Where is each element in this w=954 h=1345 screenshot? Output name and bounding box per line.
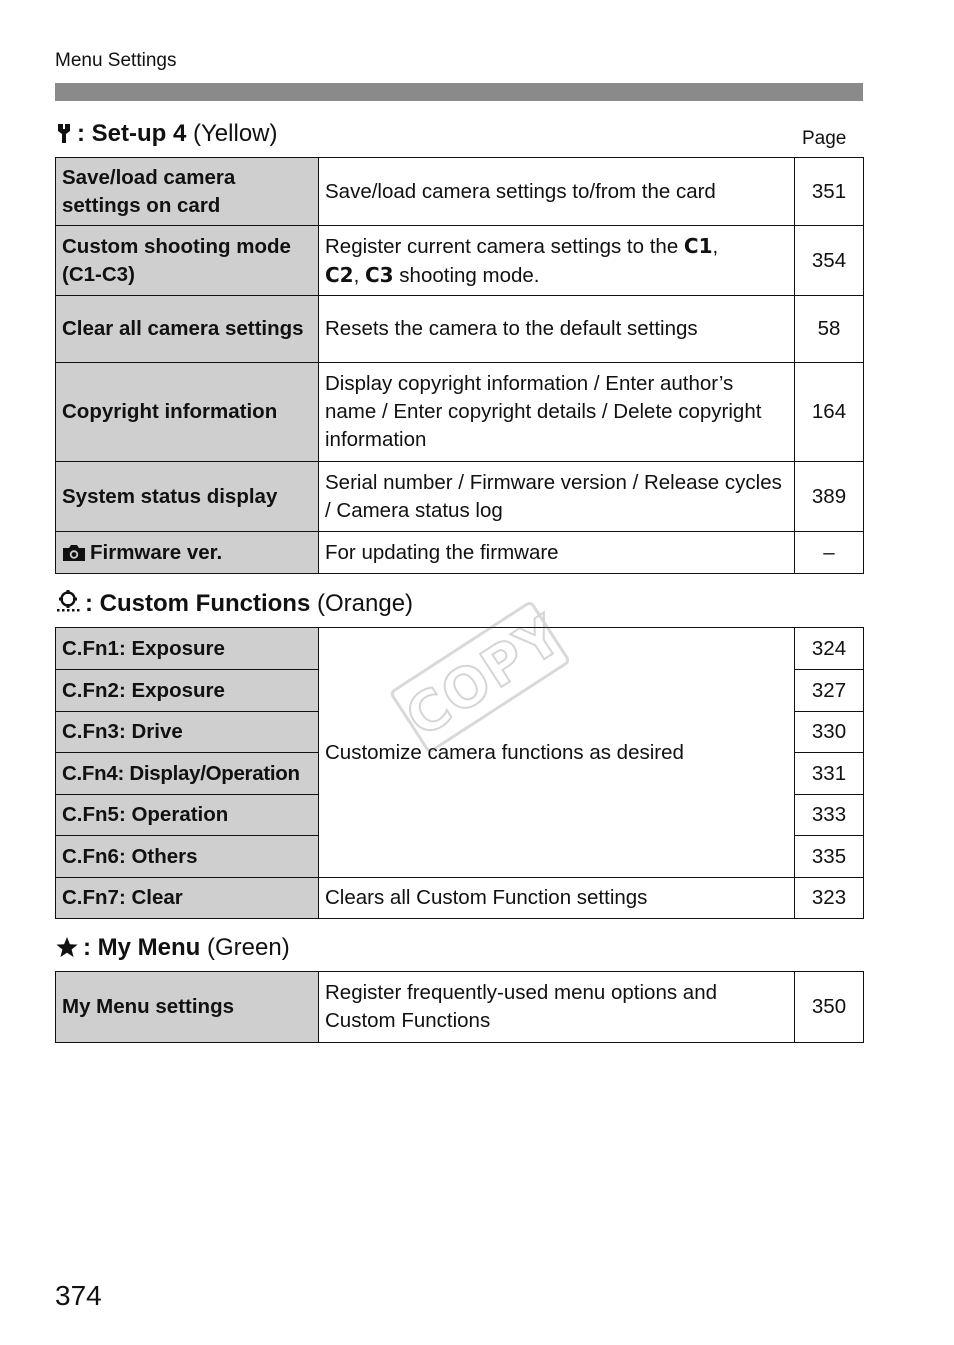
custom-functions-table — [55, 627, 864, 919]
row-page: 389 — [795, 462, 864, 532]
desc-text: Register current camera settings to the — [325, 234, 684, 258]
row-name: Copyright information — [56, 363, 319, 462]
mode-c2-icon: C2 — [325, 262, 354, 287]
section-title-mymenu — [55, 934, 290, 962]
shared-desc: Customize camera functions as desired — [319, 628, 795, 878]
desc-comma: , — [353, 263, 365, 287]
row-page: 164 — [795, 363, 864, 462]
table-row — [56, 628, 864, 670]
section-title-setup4 — [55, 120, 278, 148]
custom-functions-icon — [55, 590, 81, 614]
row-desc: Resets the camera to the default settings — [319, 296, 795, 363]
table-row — [56, 296, 864, 363]
section-title-color: (Yellow) — [186, 120, 278, 147]
mode-c1-icon: C1 — [683, 233, 713, 258]
page-column-label: Page — [802, 128, 847, 149]
row-name: C.Fn3: Drive — [56, 712, 319, 753]
wrench-icon — [55, 122, 73, 144]
row-desc: Register frequently-used menu options and Custom Functions — [319, 972, 795, 1043]
section-title-custom — [55, 590, 413, 618]
row-page: 330 — [795, 712, 864, 753]
table-row — [56, 363, 864, 462]
row-name: C.Fn2: Exposure — [56, 670, 319, 712]
table-row — [56, 972, 864, 1043]
row-name: C.Fn1: Exposure — [56, 628, 319, 670]
row-desc: Display copyright information / Enter author’s name / Enter copyright details / Delete copyright information — [319, 363, 795, 462]
row-desc: For updating the firmware — [319, 532, 795, 574]
setup4-table — [55, 157, 864, 574]
table-row — [56, 226, 864, 296]
row-name — [56, 532, 319, 574]
table-row — [56, 462, 864, 532]
my-menu-table — [55, 971, 864, 1043]
page-number: 374 — [55, 1280, 102, 1311]
section-title-color: (Green) — [200, 934, 290, 961]
camera-icon — [62, 544, 86, 562]
row-name: C.Fn6: Others — [56, 836, 319, 878]
row-name-text: Firmware ver. — [90, 540, 223, 564]
row-name: C.Fn7: Clear — [56, 878, 319, 919]
row-page: 333 — [795, 795, 864, 836]
running-header: Menu Settings — [55, 50, 177, 71]
row-name: Clear all camera settings — [56, 296, 319, 363]
row-name: Custom shooting mode (C1-C3) — [56, 226, 319, 296]
row-page: 324 — [795, 628, 864, 670]
row-page: – — [795, 532, 864, 574]
star-icon — [55, 936, 79, 958]
row-name: My Menu settings — [56, 972, 319, 1043]
row-page: 58 — [795, 296, 864, 363]
section-title-bold: : My Menu — [83, 934, 201, 961]
row-page: 327 — [795, 670, 864, 712]
row-desc — [319, 226, 795, 296]
desc-comma: , — [712, 234, 719, 258]
row-name: C.Fn5: Operation — [56, 795, 319, 836]
row-page: 335 — [795, 836, 864, 878]
row-name: Save/load camera settings on card — [56, 158, 319, 226]
row-desc: Clears all Custom Function settings — [319, 878, 795, 919]
row-page: 350 — [795, 972, 864, 1043]
table-row — [56, 878, 864, 919]
table-row — [56, 158, 864, 226]
table-row — [56, 532, 864, 574]
header-bar — [55, 83, 863, 101]
section-title-color: (Orange) — [310, 590, 414, 617]
section-title-bold: : Set-up 4 — [77, 120, 187, 147]
row-page: 351 — [795, 158, 864, 226]
row-desc: Serial number / Firmware version / Release cycles / Camera status log — [319, 462, 795, 532]
mode-c3-icon: C3 — [365, 262, 394, 287]
watermark-text: COPY — [389, 600, 572, 755]
row-page: 323 — [795, 878, 864, 919]
desc-text: shooting mode. — [393, 263, 540, 287]
row-name: C.Fn4: Display/Operation — [56, 753, 319, 795]
row-name: System status display — [56, 462, 319, 532]
row-page: 331 — [795, 753, 864, 795]
row-desc: Save/load camera settings to/from the card — [319, 158, 795, 226]
row-page: 354 — [795, 226, 864, 296]
section-title-bold: : Custom Functions — [85, 590, 311, 617]
